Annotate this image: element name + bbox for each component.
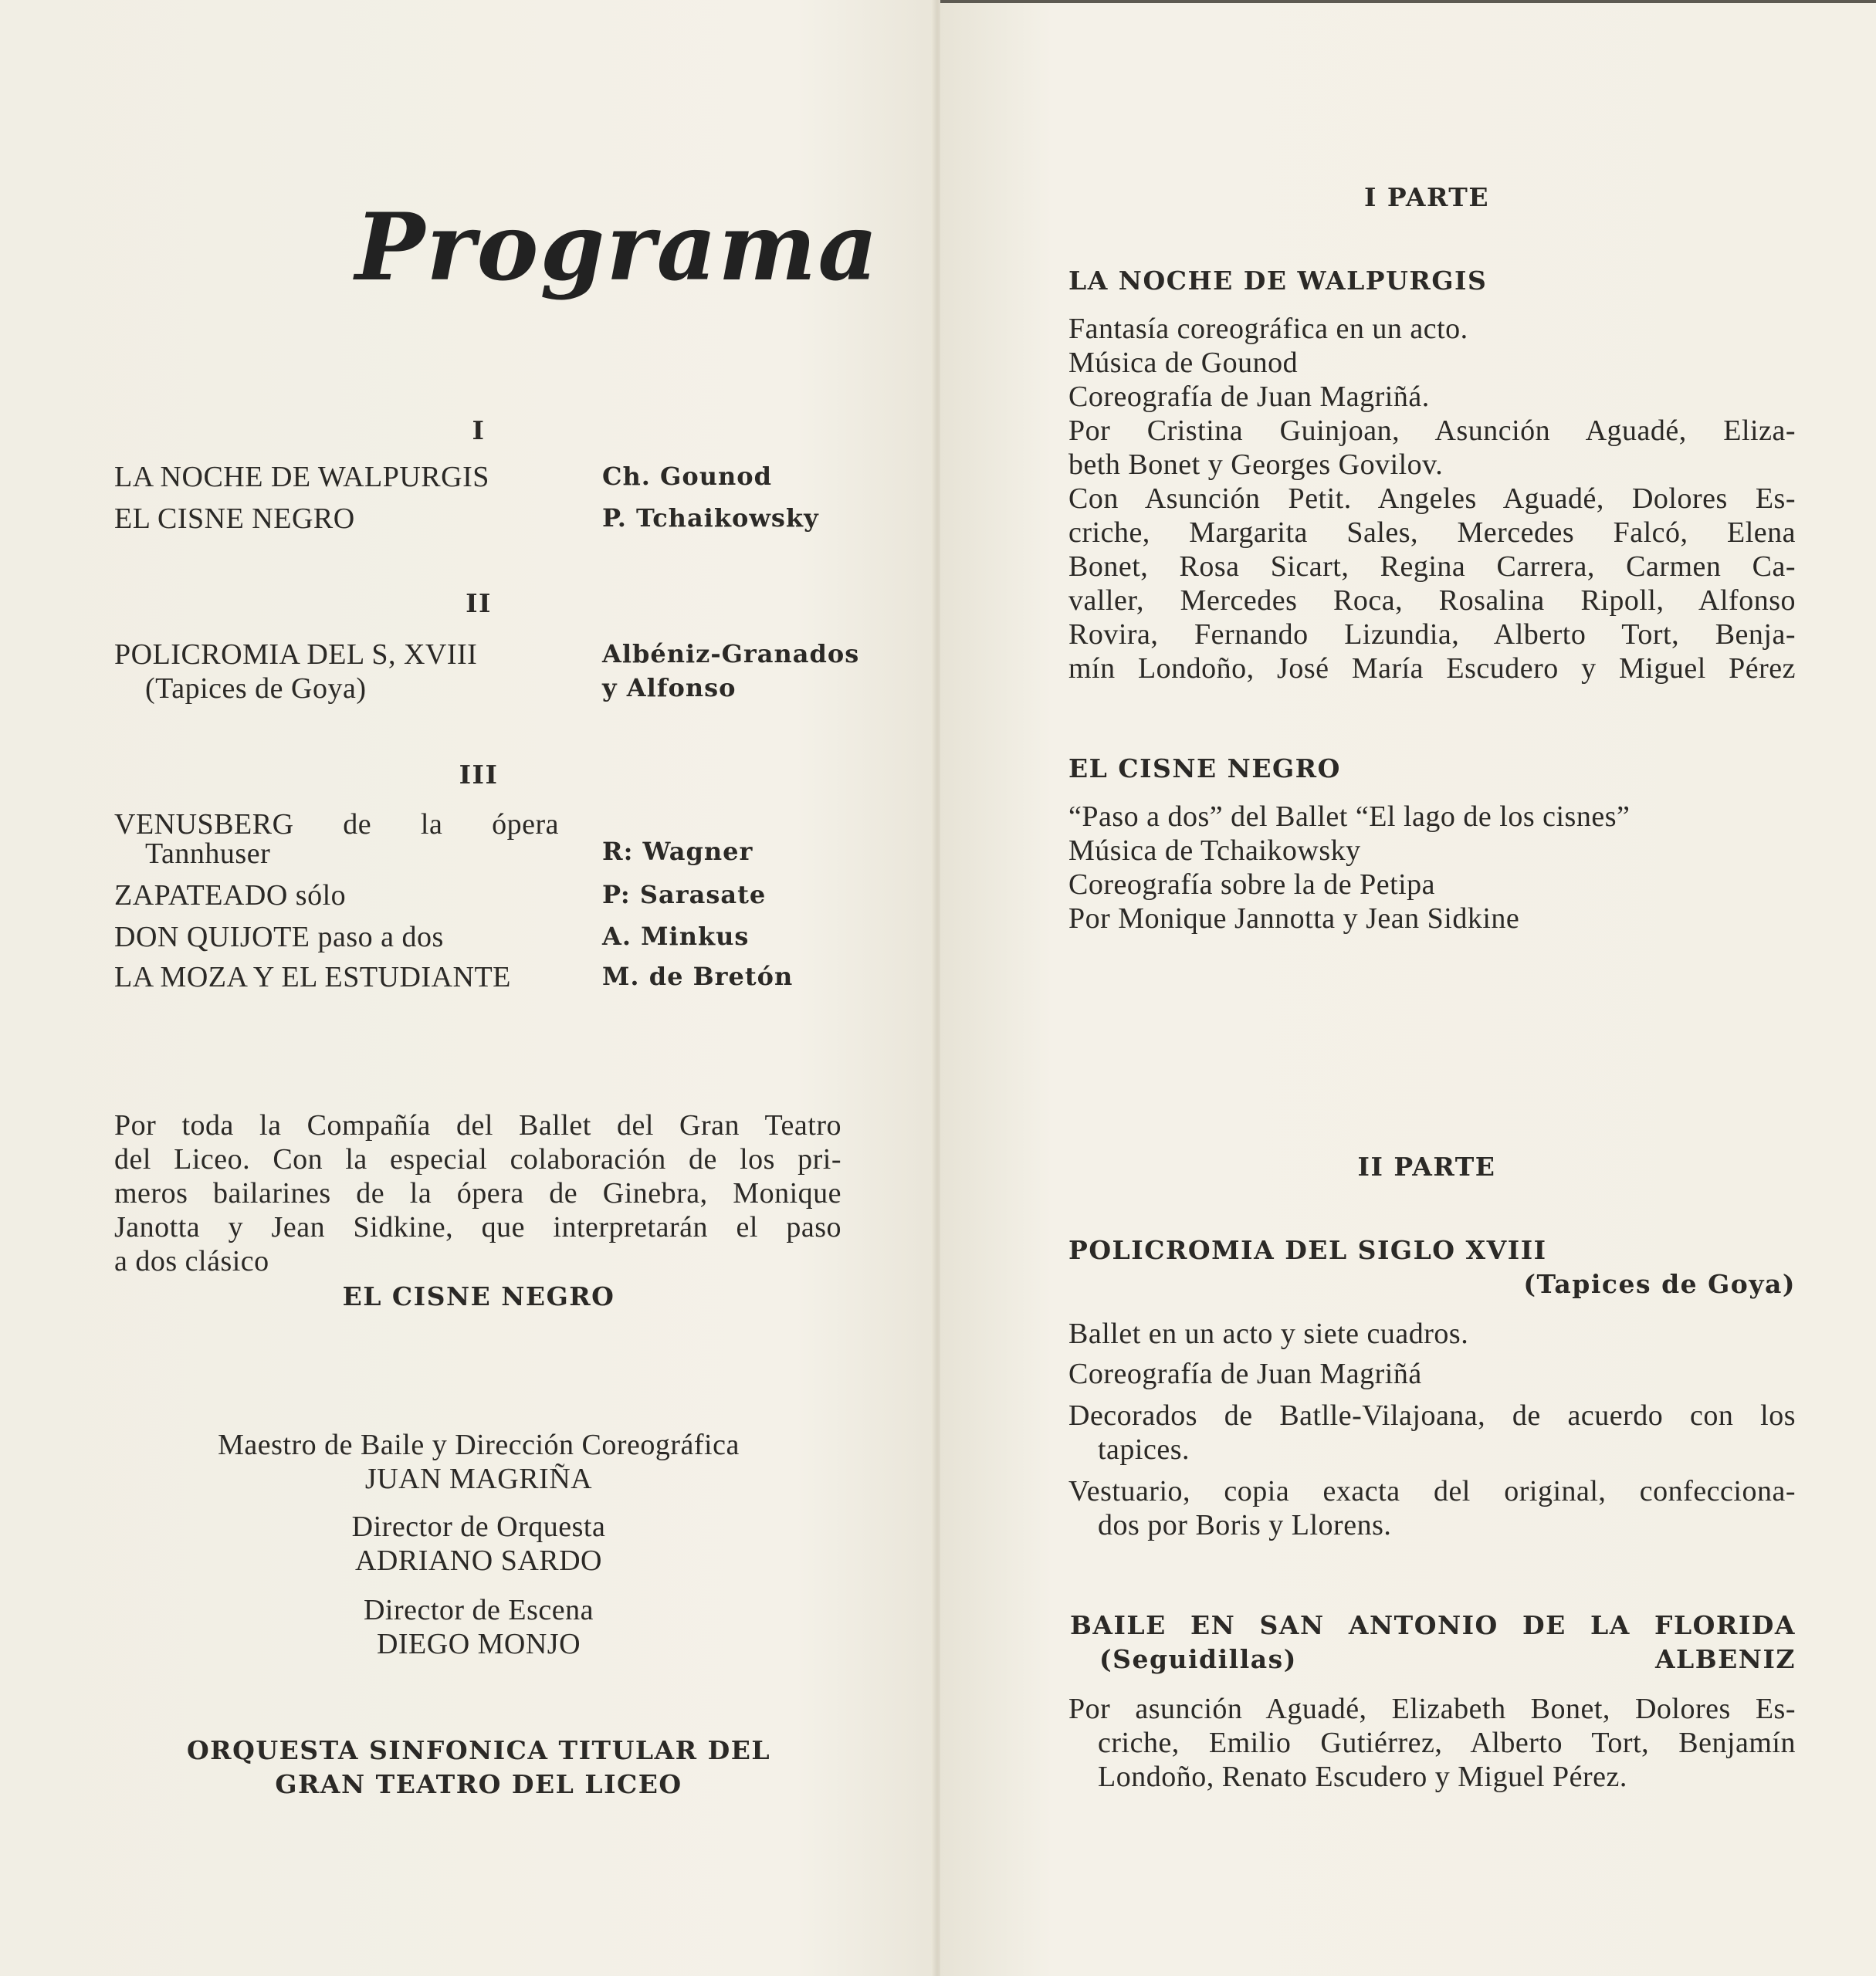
company-line: del Liceo. Con la especial colaboración de los pri- (114, 1143, 841, 1176)
program-composer: Ch. Gounod (602, 462, 772, 491)
program-composer: Albéniz-Granados (602, 639, 860, 668)
program-composer-sub: y Alfonso (602, 673, 737, 702)
credit-name: JUAN MAGRIÑA (364, 1463, 593, 1495)
work-line: Por Monique Jannotta y Jean Sidkine (1068, 902, 1520, 935)
work-title: LA NOCHE DE WALPURGIS (1068, 266, 1488, 296)
company-line: Por toda la Compañía del Ballet del Gran Teatro (114, 1109, 841, 1142)
left-page (0, 0, 936, 1976)
work-line: Coreografía de Juan Magriñá (1068, 1358, 1422, 1390)
program-work: LA NOCHE DE WALPURGIS (114, 461, 489, 493)
right-page (940, 0, 1876, 1976)
program-composer: R: Wagner (602, 837, 753, 866)
company-featured-work: EL CISNE NEGRO (342, 1281, 615, 1311)
work-line: Música de Gounod (1068, 347, 1299, 379)
work-line: criche, Margarita Sales, Mercedes Falcó, Elena (1068, 516, 1796, 549)
program-work: POLICROMIA DEL S, XVIII (114, 638, 478, 671)
orchestra-line: ORQUESTA SINFONICA TITULAR DEL (186, 1735, 771, 1765)
work-line: Vestuario, copia exacta del original, confecciona- (1068, 1475, 1796, 1507)
program-work: DON QUIJOTE paso a dos (114, 921, 444, 953)
section-numeral-i: I (472, 415, 486, 445)
credit-role: Director de Orquesta (351, 1511, 606, 1543)
company-line: Janotta y Jean Sidkine, que interpretarán el paso (114, 1211, 841, 1243)
part-heading-i: I PARTE (1364, 182, 1489, 212)
work-subtitle: (Seguidillas) (1099, 1644, 1297, 1674)
company-line: meros bailarines de la ópera de Ginebra, Monique (114, 1177, 841, 1210)
work-line: Rovira, Fernando Lizundia, Alberto Tort, Benja- (1068, 618, 1796, 651)
part-heading-ii: II PARTE (1357, 1152, 1496, 1182)
work-line: “Paso a dos” del Ballet “El lago de los cisnes” (1068, 800, 1630, 833)
program-work: LA MOZA Y EL ESTUDIANTE (114, 961, 511, 993)
program-composer: A. Minkus (602, 922, 750, 951)
work-line: beth Bonet y Georges Govilov. (1068, 448, 1444, 481)
work-line: Ballet en un acto y siete cuadros. (1068, 1318, 1469, 1350)
work-line: Por Cristina Guinjoan, Asunción Aguadé, Eliza- (1068, 414, 1796, 447)
work-line: Londoño, Renato Escudero y Miguel Pérez. (1098, 1761, 1627, 1793)
program-work-sub: (Tapices de Goya) (145, 672, 367, 705)
work-title: BAILE EN SAN ANTONIO DE LA FLORIDA (1070, 1610, 1796, 1640)
credit-name: ADRIANO SARDO (354, 1545, 603, 1577)
work-line: criche, Emilio Gutiérrez, Alberto Tort, Benjamín (1098, 1727, 1796, 1759)
work-line: Decorados de Batlle-Vilajoana, de acuerdo con los (1068, 1399, 1796, 1432)
work-line: Fantasía coreográfica en un acto. (1068, 313, 1468, 345)
program-work: ZAPATEADO sólo (114, 879, 347, 912)
work-line: Bonet, Rosa Sicart, Regina Carrera, Carmen Ca- (1068, 550, 1796, 583)
work-composer: ALBENIZ (1654, 1644, 1796, 1674)
program-work-sub: Tannhuser (145, 837, 271, 870)
program-work: EL CISNE NEGRO (114, 502, 355, 535)
work-subtitle: (Tapices de Goya) (1523, 1269, 1796, 1299)
credit-role: Maestro de Baile y Dirección Coreográfica (218, 1429, 740, 1461)
orchestra-line: GRAN TEATRO DEL LICEO (275, 1769, 682, 1799)
work-line: mín Londoño, José María Escudero y Miguel Pérez (1068, 652, 1796, 685)
program-title: Programa (355, 193, 880, 302)
program-composer: M. de Bretón (602, 962, 794, 991)
top-edge-line (940, 0, 1876, 3)
credit-role: Director de Escena (363, 1594, 594, 1626)
work-line: tapices. (1098, 1433, 1190, 1466)
program-composer: P: Sarasate (602, 880, 767, 909)
work-title: POLICROMIA DEL SIGLO XVIII (1068, 1235, 1547, 1265)
work-line: Coreografía sobre la de Petipa (1068, 868, 1436, 901)
company-line: a dos clásico (114, 1245, 269, 1277)
work-line: Coreografía de Juan Magriñá. (1068, 381, 1430, 413)
section-numeral-iii: III (459, 760, 499, 790)
work-title: EL CISNE NEGRO (1068, 753, 1341, 783)
program-work: VENUSBERG de la ópera (114, 808, 559, 841)
work-line: Música de Tchaikowsky (1068, 834, 1361, 867)
work-line: Por asunción Aguadé, Elizabeth Bonet, Dolores Es- (1068, 1693, 1796, 1725)
program-composer: P. Tchaikowsky (602, 503, 819, 533)
work-line: valler, Mercedes Roca, Rosalina Ripoll, Alfonso (1068, 584, 1796, 617)
work-line: dos por Boris y Llorens. (1098, 1509, 1392, 1541)
credit-name: DIEGO MONJO (376, 1628, 581, 1660)
section-numeral-ii: II (466, 588, 492, 618)
work-line: Con Asunción Petit. Angeles Aguadé, Dolores Es- (1068, 482, 1796, 515)
